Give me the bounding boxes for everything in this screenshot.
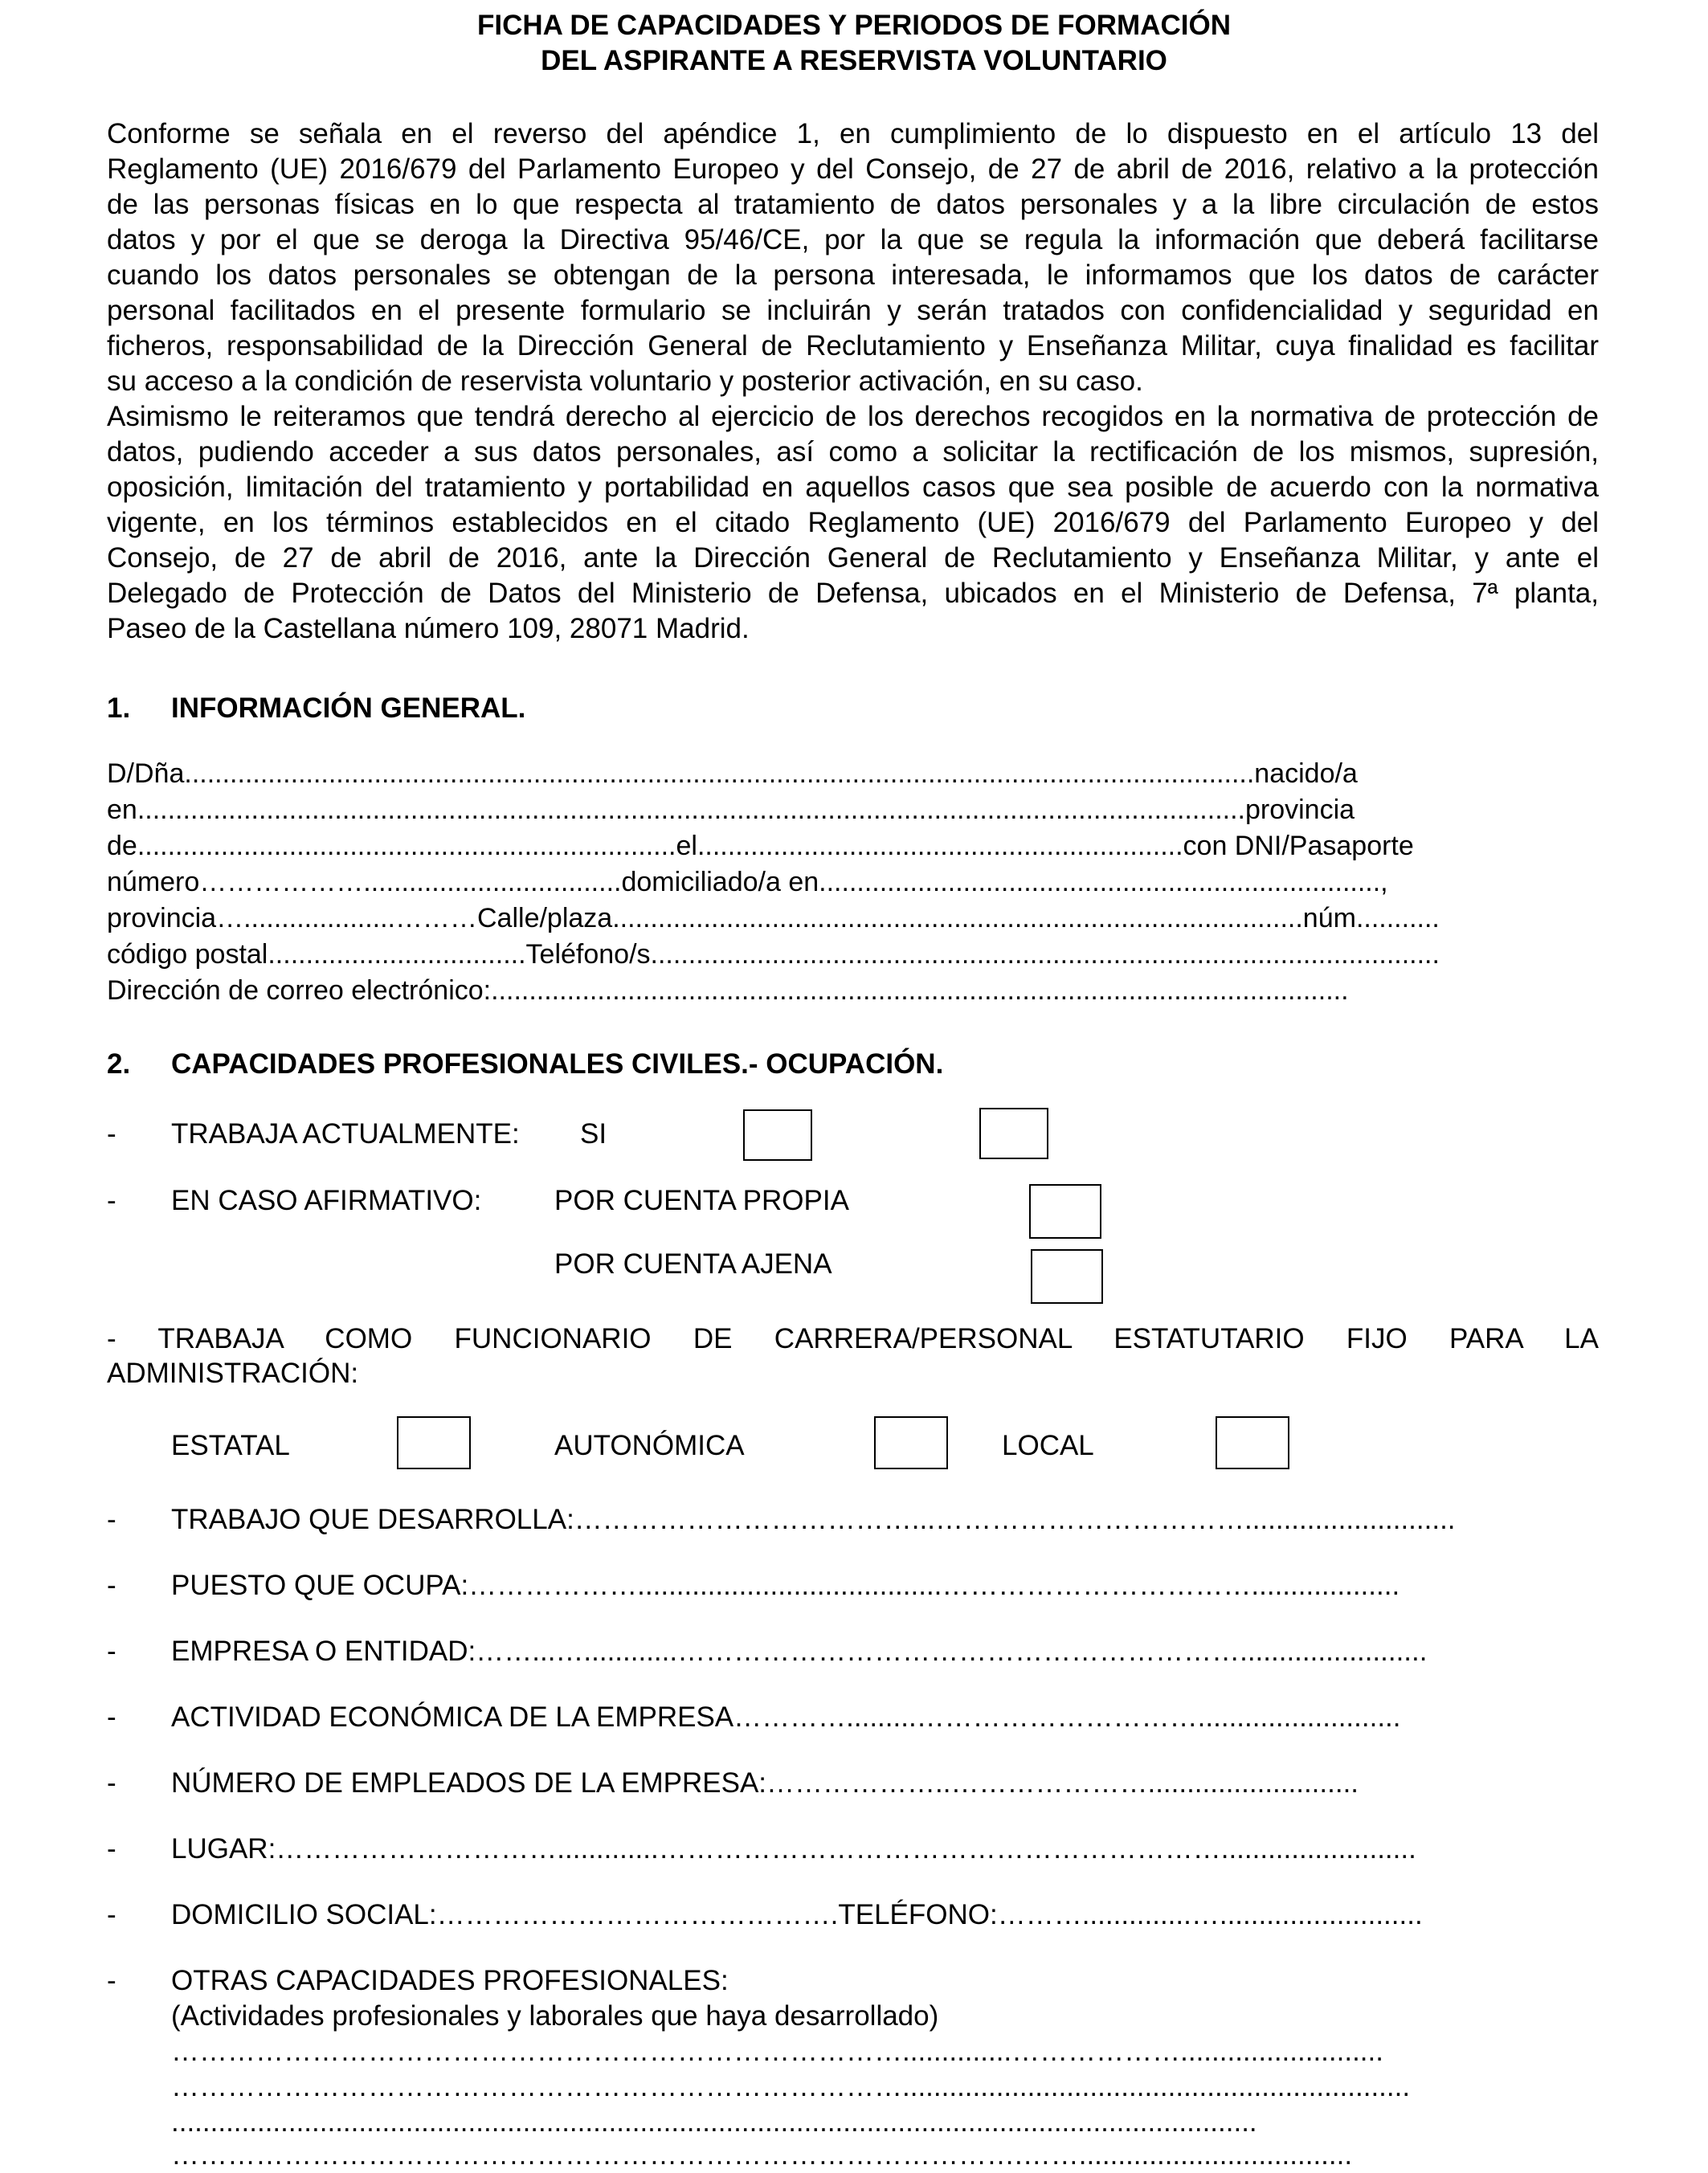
own-account-label: POR CUENTA PROPIA bbox=[554, 1185, 849, 1216]
notice-line: personal facilitados en el presente formulario se incluirán y serán tratados con confidencialidad y seguridad en bbox=[107, 295, 1599, 326]
employed-checkbox[interactable] bbox=[1031, 1249, 1103, 1304]
section-1-number: 1. bbox=[107, 692, 131, 724]
list-dash: - bbox=[107, 1636, 116, 1667]
notice-line: datos y por el que se deroga la Directiva 95/46/CE, por la que se regula la información que deberá facilitarse bbox=[107, 224, 1599, 255]
name-birth-field[interactable]: D/Dña.............................................................................................................................................nacido/a bbox=[107, 758, 1358, 789]
other-capacities-line[interactable]: ……………………………………………………………………..............……………….......................... bbox=[171, 2036, 1383, 2067]
notice-line: oposición, limitación del tratamiento y portabilidad en aquellos casos que sea posible de acuerdo con la normativa bbox=[107, 472, 1599, 503]
works-now-yes-checkbox[interactable] bbox=[743, 1109, 812, 1161]
employed-label: POR CUENTA AJENA bbox=[554, 1248, 832, 1280]
list-dash: - bbox=[107, 1767, 116, 1799]
birthplace-province-field[interactable]: en..................................................................................................................................................provincia bbox=[107, 794, 1355, 825]
list-dash: - bbox=[107, 1118, 116, 1150]
other-capacities-line[interactable]: ……………………………………………………………………………….……................................... bbox=[171, 2139, 1353, 2171]
if-yes-label: EN CASO AFIRMATIVO: bbox=[171, 1185, 482, 1216]
economic-activity-field[interactable]: ACTIVIDAD ECONÓMICA DE LA EMPRESA………….........………………………….......................... bbox=[171, 1701, 1401, 1733]
form-title-line-2: DEL ASPIRANTE A RESERVISTA VOLUNTARIO bbox=[541, 45, 1167, 76]
list-dash: - bbox=[107, 1570, 116, 1601]
state-option-label: ESTATAL bbox=[171, 1430, 290, 1461]
notice-line: vigente, en los términos establecidos en el citado Reglamento (UE) 2016/679 del Parlamento Europeo y del bbox=[107, 507, 1599, 538]
place-field[interactable]: LUGAR:………………………….............……………………………………………………......................... bbox=[171, 1833, 1416, 1865]
notice-line: Asimismo le reiteramos que tendrá derecho al ejercicio de los derechos recogidos en la normativa de protección de bbox=[107, 401, 1599, 432]
other-capacities-line[interactable]: ……………………………………………………………………................................................................. bbox=[171, 2071, 1411, 2102]
local-option-label: LOCAL bbox=[1002, 1430, 1094, 1461]
notice-line: Conforme se señala en el reverso del apéndice 1, en cumplimiento de lo dispuesto en el artículo 13 del bbox=[107, 118, 1599, 149]
works-now-yes-label: SI bbox=[580, 1118, 607, 1150]
registered-office-phone-field[interactable]: DOMICILIO SOCIAL:…………………………………….TELÉFONO:………..............….......................... bbox=[171, 1899, 1423, 1930]
employee-count-field[interactable]: NÚMERO DE EMPLEADOS DE LA EMPRESA:………………..…………………........................... bbox=[171, 1767, 1359, 1799]
list-dash: - bbox=[107, 1899, 116, 1930]
section-2-heading bbox=[107, 1048, 943, 1080]
works-now-no-checkbox[interactable] bbox=[979, 1108, 1048, 1159]
dni-address-field[interactable]: número………………..................................domiciliado/a en.........................................................................., bbox=[107, 867, 1388, 897]
province-street-field[interactable]: provincia…....................………Calle/plaza...........................................................................................núm........... bbox=[107, 903, 1440, 933]
civil-servant-line-2: ADMINISTRACIÓN: bbox=[107, 1358, 359, 1389]
own-account-checkbox[interactable] bbox=[1029, 1184, 1101, 1239]
notice-line: su acceso a la condición de reservista voluntario y posterior activación, en su caso. bbox=[107, 366, 1143, 397]
birthdate-dni-field[interactable]: de.......................................................................el................................................................con DNI/Pasaporte bbox=[107, 831, 1414, 861]
email-field[interactable]: Dirección de correo electrónico:................................................................................................................. bbox=[107, 975, 1349, 1006]
list-dash: - bbox=[107, 1833, 116, 1865]
notice-line: cuando los datos personales se obtengan de la persona interesada, le informamos que los datos de carácter bbox=[107, 259, 1599, 291]
notice-line: de las personas físicas en lo que respecta al tratamiento de datos personales y a la libre circulación de estos bbox=[107, 189, 1599, 220]
notice-line: Paseo de la Castellana número 109, 28071 Madrid. bbox=[107, 613, 750, 644]
notice-line: Delegado de Protección de Datos del Ministerio de Defensa, ubicados en el Ministerio de Defensa, 7ª planta, bbox=[107, 578, 1599, 609]
section-1-heading bbox=[107, 692, 525, 725]
other-capacities-label: OTRAS CAPACIDADES PROFESIONALES: bbox=[171, 1965, 729, 1996]
works-now-label: TRABAJA ACTUALMENTE: bbox=[171, 1118, 520, 1150]
notice-line: datos, pudiendo acceder a sus datos personales, así como a solicitar la rectificación de los mismos, supresión, bbox=[107, 436, 1599, 468]
other-capacities-hint: (Actividades profesionales y laborales que haya desarrollado) bbox=[171, 2000, 939, 2032]
job-description-field[interactable]: TRABAJO QUE DESARROLLA:………………………………...……………………………........................... bbox=[171, 1504, 1456, 1535]
list-dash: - bbox=[107, 1965, 116, 1996]
other-capacities-line[interactable]: ........................................................................................................................................... bbox=[171, 2106, 1257, 2138]
list-dash: - bbox=[107, 1701, 116, 1733]
local-checkbox[interactable] bbox=[1216, 1416, 1289, 1469]
regional-option-label: AUTONÓMICA bbox=[554, 1430, 745, 1461]
company-field[interactable]: EMPRESA O ENTIDAD:……...…............……………………………………………………........................ bbox=[171, 1636, 1428, 1667]
civil-servant-line-1: - TRABAJA COMO FUNCIONARIO DE CARRERA/PERSONAL ESTATUTARIO FIJO PARA LA bbox=[107, 1323, 1599, 1354]
position-field[interactable]: PUESTO QUE OCUPA:……………….......................................……………………………................... bbox=[171, 1570, 1400, 1601]
postal-phone-field[interactable]: código postal..................................Teléfono/s........................................................................................................ bbox=[107, 939, 1440, 970]
notice-line: ficheros, responsabilidad de la Dirección General de Reclutamiento y Enseñanza Militar, cuya finalidad es facilitar bbox=[107, 330, 1599, 361]
form-title-line-1: FICHA DE CAPACIDADES Y PERIODOS DE FORMACIÓN bbox=[477, 10, 1231, 41]
notice-line: Reglamento (UE) 2016/679 del Parlamento Europeo y del Consejo, de 27 de abril de 2016, relativo a la protección bbox=[107, 153, 1599, 185]
notice-line: Consejo, de 27 de abril de 2016, ante la Dirección General de Reclutamiento y Enseñanza Militar, y ante el bbox=[107, 542, 1599, 574]
section-2-number: 2. bbox=[107, 1048, 131, 1080]
section-1-title: INFORMACIÓN GENERAL. bbox=[171, 692, 526, 724]
list-dash: - bbox=[107, 1504, 116, 1535]
state-checkbox[interactable] bbox=[397, 1416, 471, 1469]
regional-checkbox[interactable] bbox=[874, 1416, 948, 1469]
section-2-title: CAPACIDADES PROFESIONALES CIVILES.- OCUPACIÓN. bbox=[171, 1048, 944, 1080]
list-dash: - bbox=[107, 1185, 116, 1216]
